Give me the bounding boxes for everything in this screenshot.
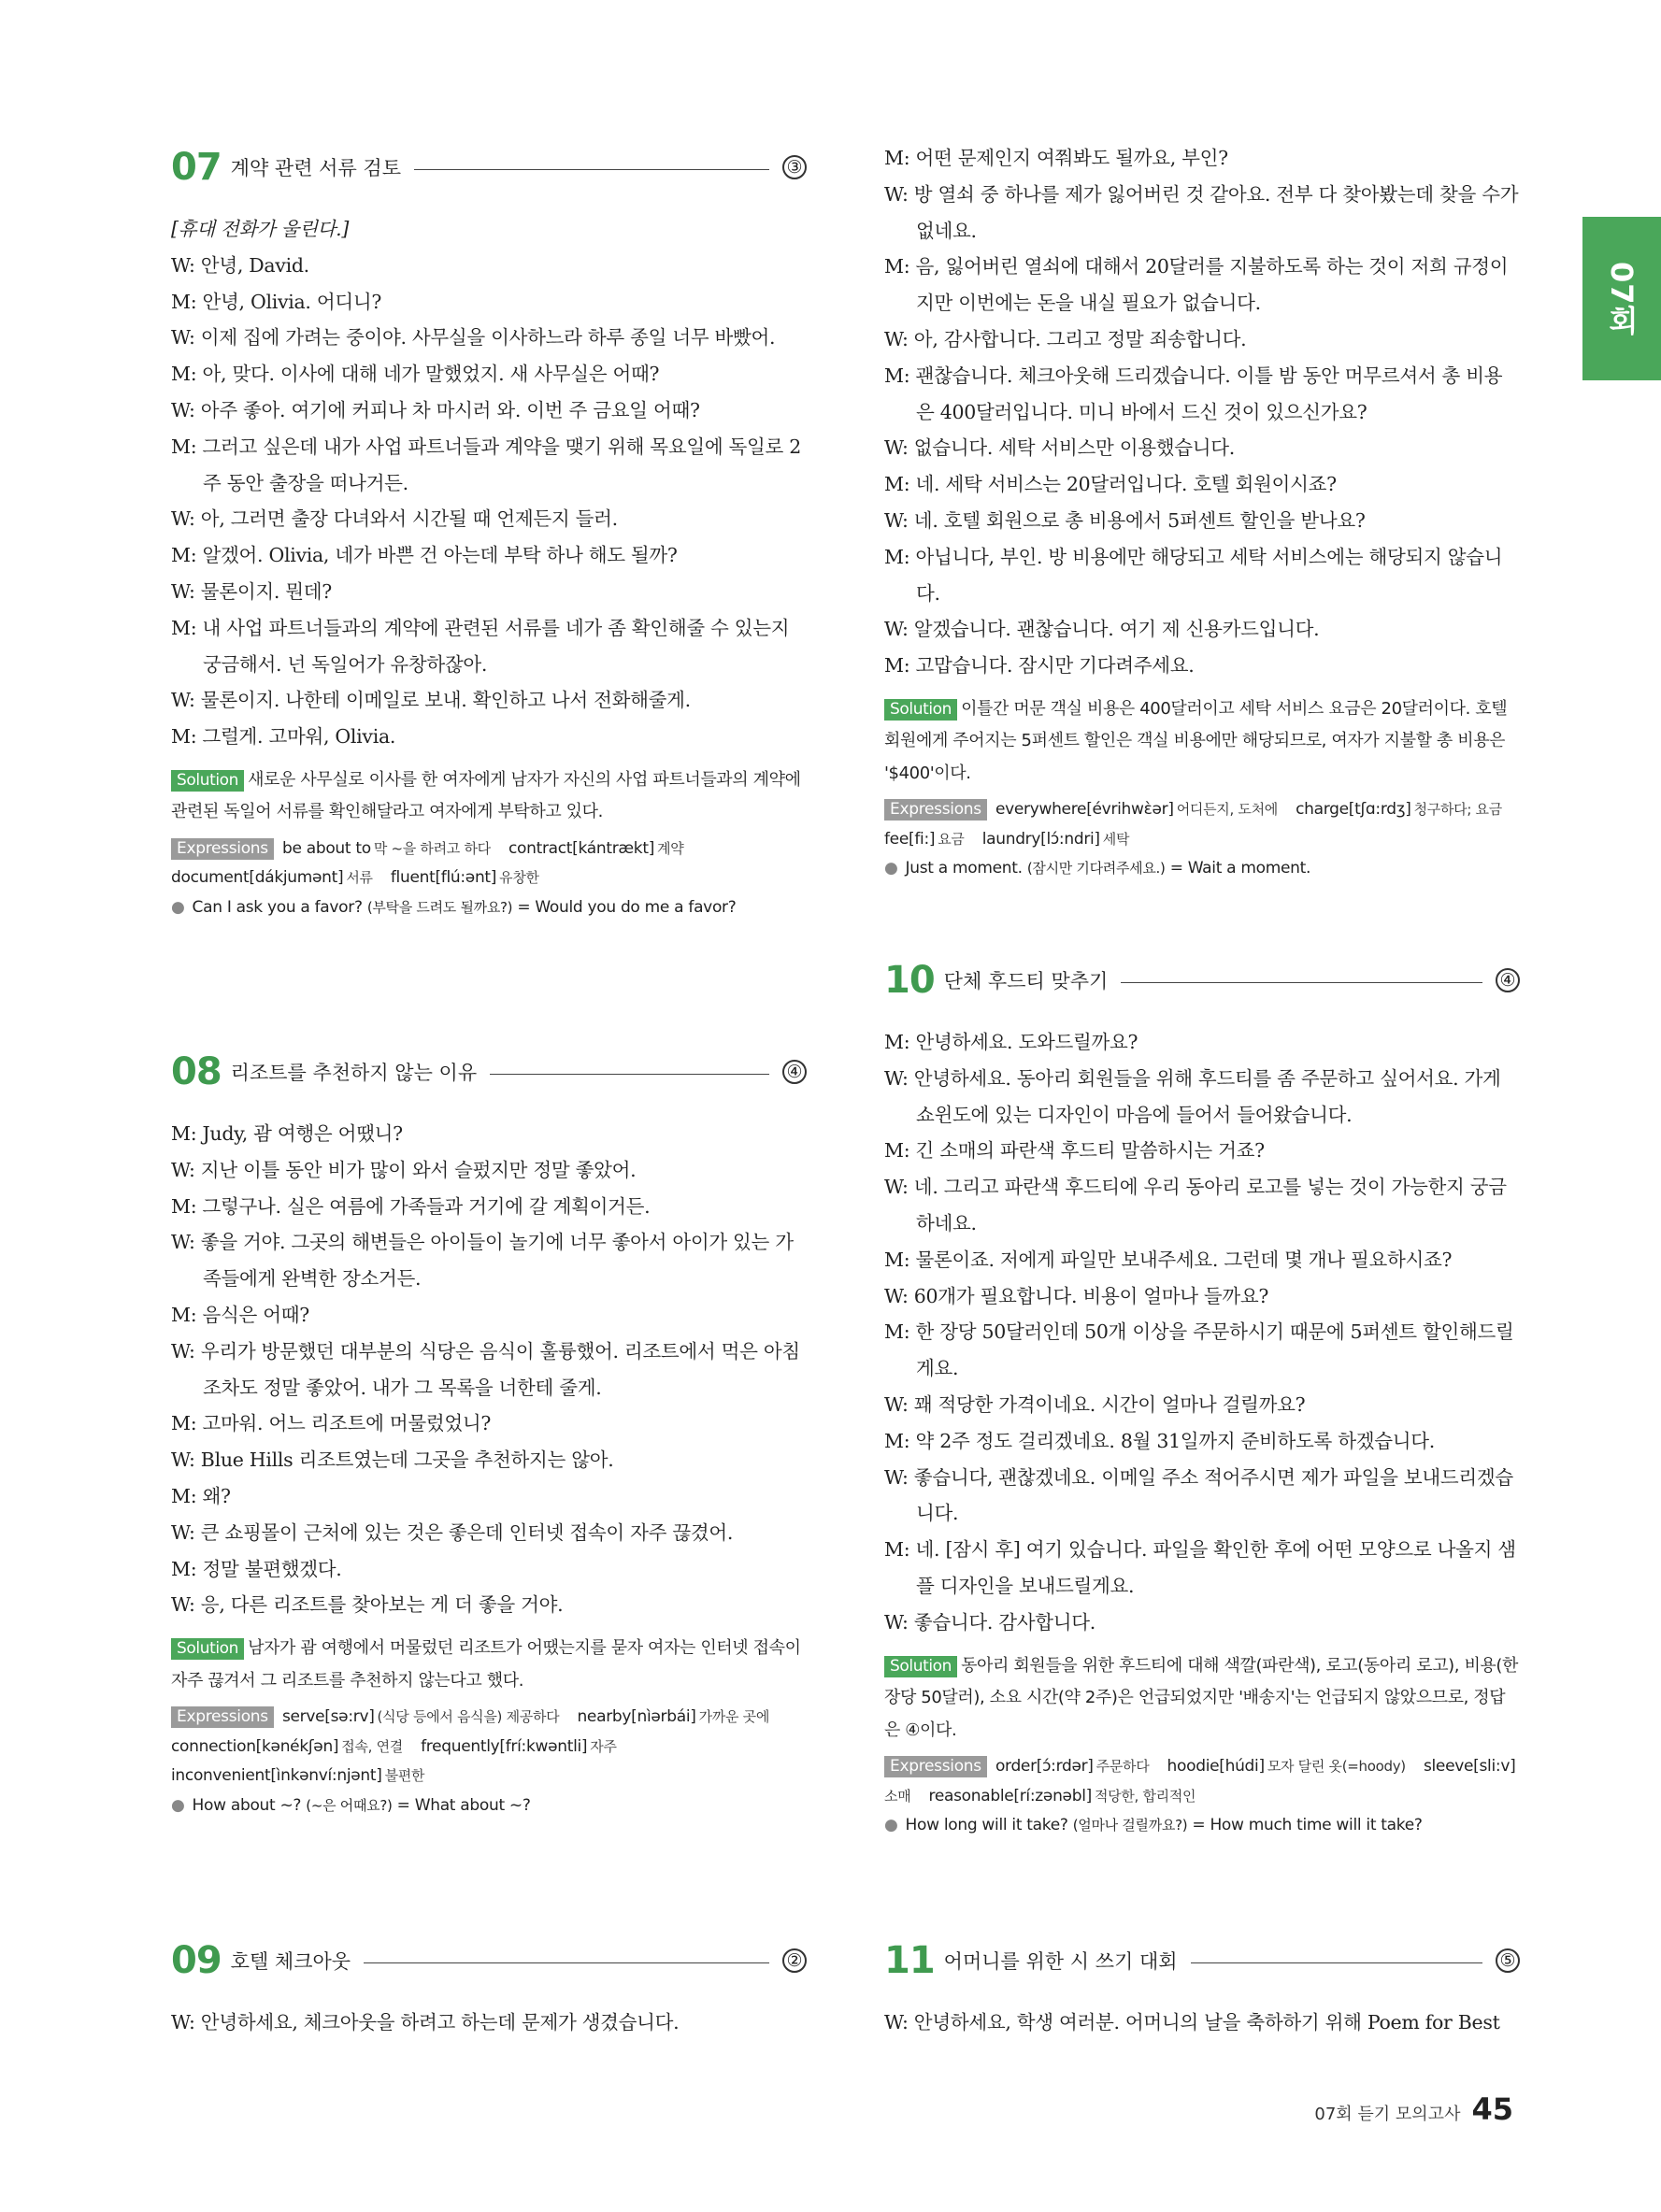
dialogue-line: W: 네. 호텔 회원으로 총 비용에서 5퍼센트 할인을 받나요? bbox=[884, 508, 1366, 532]
dialogue-line: M: 아닙니다, 부인. 방 비용에만 해당되고 세탁 서비스에는 해당되지 않습니다. bbox=[884, 545, 1503, 605]
dialogue-line: W: 아, 그러면 출장 다녀와서 시간될 때 언제든지 들러. bbox=[171, 507, 618, 531]
section-number: 07 bbox=[171, 146, 222, 189]
expression-word: connection[kənékʃən] bbox=[171, 1736, 339, 1756]
dialogue-line: M: 고맙습니다. 잠시만 기다려주세요. bbox=[884, 654, 1195, 678]
dialogue-line: M: 알겠어. Olivia, 네가 바쁜 건 아는데 부탁 하나 해도 될까? bbox=[171, 544, 678, 567]
solution bbox=[171, 764, 807, 829]
dialogue-line: M: 네. 세탁 서비스는 20달러입니다. 호텔 회원이시죠? bbox=[884, 473, 1337, 496]
dialogue-line: W: 알겠습니다. 괜찮습니다. 여기 제 신용카드입니다. bbox=[884, 618, 1320, 641]
dialogue-line: W: 좋을 거야. 그곳의 해변들은 아이들이 놀기에 너무 좋아서 아이가 있는 가족들에게 완벽한 장소거든. bbox=[171, 1231, 794, 1291]
expressions-label: Expressions bbox=[171, 1706, 274, 1728]
expression-word: inconvenient[ìnkənví:njənt] bbox=[171, 1766, 382, 1786]
expressions bbox=[171, 835, 807, 893]
dialogue-line: M: 내 사업 파트너들과의 계약에 관련된 서류를 네가 좀 확인해줄 수 있는지 궁금해서. 넌 독일어가 유창하잖아. bbox=[171, 616, 790, 676]
expression-word: contract[kántrækt] bbox=[508, 838, 655, 858]
expression-meaning: 모자 달린 옷(=hoody) bbox=[1267, 1758, 1406, 1776]
dialogue-line: W: 좋습니다, 괜찮겠네요. 이메일 주소 적어주시면 제가 파일을 보내드리겠습니다. bbox=[884, 1465, 1513, 1525]
section-08 bbox=[171, 1045, 807, 1820]
dialogue-line: M: 정말 불편했겠다. bbox=[171, 1557, 342, 1580]
dialogue-line: W: 안녕하세요, 학생 여러분. 어머니의 날을 축하하기 위해 Poem for Best bbox=[884, 2011, 1500, 2034]
expression-meaning: 계약 bbox=[657, 839, 684, 857]
dialogue-line: W: 물론이지. 나한테 이메일로 보내. 확인하고 나서 전화해줄게. bbox=[171, 689, 691, 712]
expression-word: sleeve[sli:v] bbox=[1423, 1757, 1516, 1777]
section-number: 11 bbox=[884, 1939, 935, 1982]
solution bbox=[171, 1633, 807, 1697]
dialogue-line: M: 괜찮습니다. 체크아웃해 드리겠습니다. 이틀 밤 동안 머무르셔서 총 비용은 400달러입니다. 미니 바에서 드신 것이 있으신가요? bbox=[884, 364, 1503, 423]
expression-meaning: 청구하다; 요금 bbox=[1413, 801, 1502, 819]
dialogue-line: W: 우리가 방문했던 대부분의 식당은 음식이 훌륭했어. 리조트에서 먹은 아침조차도 정말 좋았어. 내가 그 목록을 너한테 줄게. bbox=[171, 1339, 800, 1399]
dialogue bbox=[171, 1116, 807, 1623]
section-title: 계약 관련 서류 검토 bbox=[230, 157, 401, 179]
section-header bbox=[884, 1934, 1520, 1988]
dialogue-line: M: 물론이죠. 저에게 파일만 보내주세요. 그런데 몇 개나 필요하시죠? bbox=[884, 1248, 1453, 1271]
key-phrase: ● How about ~? (~은 어때요?) = What about ~? bbox=[171, 1795, 531, 1815]
expression-meaning: 어디든지, 도처에 bbox=[1176, 801, 1278, 819]
expression-meaning: 유창한 bbox=[499, 869, 539, 887]
solution-label: Solution bbox=[171, 770, 244, 792]
section-title: 어머니를 위한 시 쓰기 대회 bbox=[943, 1950, 1178, 1973]
dialogue bbox=[884, 1024, 1520, 1641]
dialogue-line: W: 안녕하세요, 체크아웃을 하려고 하는데 문제가 생겼습니다. bbox=[171, 2011, 680, 2034]
expression-word: fee[fi:] bbox=[884, 829, 936, 849]
expression-word: reasonable[rí:zənəbl] bbox=[928, 1786, 1092, 1805]
answer-mark: ④ bbox=[1496, 968, 1520, 992]
dialogue-line: W: 꽤 적당한 가격이네요. 시간이 얼마나 걸릴까요? bbox=[884, 1392, 1306, 1416]
expressions bbox=[171, 1703, 807, 1791]
header-rule bbox=[1121, 982, 1482, 983]
section-number: 08 bbox=[171, 1050, 222, 1093]
section-header bbox=[171, 1045, 807, 1099]
key-phrase: ● Just a moment. (잠시만 기다려주세요.) = Wait a moment. bbox=[884, 859, 1311, 878]
expressions-label: Expressions bbox=[884, 799, 987, 821]
section-number: 10 bbox=[884, 959, 935, 1002]
bullet-dot: ● bbox=[884, 859, 898, 878]
section-11 bbox=[884, 1934, 1520, 2041]
dialogue-line: W: Blue Hills 리조트였는데 그곳을 추천하지는 않아. bbox=[171, 1449, 614, 1472]
expression-word: laundry[lɔ́:ndri] bbox=[981, 829, 1100, 849]
dialogue-line: M: 그럴게. 고마워, Olivia. bbox=[171, 725, 396, 749]
dialogue-line: W: 아주 좋아. 여기에 커피나 차 마시러 와. 이번 주 금요일 어때? bbox=[171, 398, 700, 421]
dialogue-line: M: 왜? bbox=[171, 1484, 231, 1507]
expressions bbox=[884, 1752, 1520, 1811]
expression-word: serve[sə:rv] bbox=[281, 1707, 375, 1727]
expression-meaning: 세탁 bbox=[1102, 830, 1130, 848]
section-header bbox=[884, 953, 1520, 1007]
expression-meaning: 접속, 연결 bbox=[341, 1737, 403, 1755]
dialogue-line: M: 고마워. 어느 리조트에 머물렀었니? bbox=[171, 1412, 492, 1435]
expression-word: order[ɔ́:rdər] bbox=[995, 1757, 1094, 1777]
dialogue-line: [휴대 전화가 울린다.] bbox=[171, 218, 350, 240]
dialogue-line: W: 안녕하세요. 동아리 회원들을 위해 후드티를 좀 주문하고 싶어서요. 가게 쇼윈도에 있는 디자인이 마음에 들어서 들어왔습니다. bbox=[884, 1066, 1501, 1126]
dialogue-line: M: Judy, 괌 여행은 어땠니? bbox=[171, 1122, 403, 1145]
answer-mark: ② bbox=[782, 1948, 807, 1973]
solution bbox=[884, 693, 1520, 791]
section-09 bbox=[171, 1934, 807, 2041]
dialogue-line: M: 안녕, Olivia. 어디니? bbox=[171, 290, 382, 313]
expression-word: frequently[frí:kwəntli] bbox=[421, 1736, 588, 1756]
dialogue-line: W: 지난 이틀 동안 비가 많이 와서 슬펐지만 정말 좋았어. bbox=[171, 1158, 637, 1181]
header-rule bbox=[364, 1962, 769, 1963]
section-header bbox=[171, 1934, 807, 1988]
bullet-dot: ● bbox=[884, 1816, 898, 1835]
dialogue-line: W: 물론이지. 뭔데? bbox=[171, 579, 332, 603]
expression-word: everywhere[évrihwὲər] bbox=[995, 800, 1174, 820]
bullet-dot: ● bbox=[171, 1795, 185, 1815]
expression-word: be about to bbox=[281, 838, 371, 858]
dialogue-line: W: 아, 감사합니다. 그리고 정말 죄송합니다. bbox=[884, 327, 1247, 350]
key-phrase: ● How long will it take? (얼마나 걸릴까요?) = How much time will it take? bbox=[884, 1816, 1423, 1835]
dialogue-line: M: 약 2주 정도 걸리겠네요. 8월 31일까지 준비하도록 하겠습니다. bbox=[884, 1429, 1435, 1452]
expressions-label: Expressions bbox=[884, 1756, 987, 1777]
page-footer bbox=[1314, 2091, 1513, 2127]
section-number: 09 bbox=[171, 1939, 222, 1982]
solution-text: 새로운 사무실로 이사를 한 여자에게 남자가 자신의 사업 파트너들과의 계약에 관련된 독일어 서류를 확인해달라고 여자에게 부탁하고 있다. bbox=[171, 769, 801, 822]
expression-word: hoodie[húdi] bbox=[1167, 1757, 1265, 1777]
expressions-label: Expressions bbox=[171, 838, 274, 860]
page-number: 45 bbox=[1471, 2091, 1513, 2127]
answer-mark: ③ bbox=[782, 155, 807, 179]
expression-meaning: 소매 bbox=[884, 1787, 911, 1805]
dialogue-line: M: 안녕하세요. 도와드릴까요? bbox=[884, 1031, 1138, 1053]
dialogue-line: M: 어떤 문제인지 여쭤봐도 될까요, 부인? bbox=[884, 147, 1228, 169]
expressions bbox=[884, 795, 1520, 854]
solution-label: Solution bbox=[171, 1638, 244, 1660]
dialogue-line: M: 네. [잠시 후] 여기 있습니다. 파일을 확인한 후에 어떤 모양으로 나올지 샘플 디자인을 보내드릴게요. bbox=[884, 1538, 1516, 1597]
expression-meaning: 서류 bbox=[346, 869, 373, 887]
solution bbox=[884, 1650, 1520, 1748]
answer-mark: ④ bbox=[782, 1060, 807, 1084]
header-rule bbox=[490, 1074, 769, 1075]
expression-meaning: 주문하다 bbox=[1095, 1758, 1150, 1776]
dialogue bbox=[171, 211, 807, 755]
expression-meaning: (식당 등에서 음식을) 제공하다 bbox=[377, 1708, 560, 1726]
header-rule bbox=[414, 169, 769, 170]
solution-text: 이틀간 머문 객실 비용은 400달러이고 세탁 서비스 요금은 20달러이다. 호텔 회원에게 주어지는 5퍼센트 할인은 객실 비용에만 해당되므로, 여자가 지불할 총 비용은 '$400'이다. bbox=[884, 698, 1508, 783]
footer-title: 07회 듣기 모의고사 bbox=[1314, 2105, 1461, 2124]
solution-text: 동아리 회원들을 위한 후드티에 대해 색깔(파란색), 로고(동아리 로고), 비용(한 장당 50달러), 소요 시간(약 2주)은 언급되었지만 '배송지'는 언급되지 않았으므로, 정답은 ④이다. bbox=[884, 1655, 1519, 1740]
section-title: 단체 후드티 맞추기 bbox=[943, 970, 1109, 992]
dialogue-line: M: 그러고 싶은데 내가 사업 파트너들과 계약을 맺기 위해 목요일에 독일로 2주 동안 출장을 떠나거든. bbox=[171, 435, 802, 494]
bullet-dot: ● bbox=[171, 897, 185, 917]
dialogue-line: M: 음식은 어때? bbox=[171, 1303, 309, 1326]
expression-word: charge[tʃɑ:rdʒ] bbox=[1296, 800, 1411, 820]
dialogue-line: W: 네. 그리고 파란색 후드티에 우리 동아리 로고를 넣는 것이 가능한지 궁금하네요. bbox=[884, 1176, 1507, 1234]
expression-word: nearby[nìərbái] bbox=[577, 1707, 696, 1727]
dialogue-line: M: 음, 잃어버린 열쇠에 대해서 20달러를 지불하도록 하는 것이 저희 규정이지만 이번에는 돈을 내실 필요가 없습니다. bbox=[884, 255, 1509, 315]
expression-meaning: 자주 bbox=[590, 1737, 617, 1755]
dialogue-line: W: 없습니다. 세탁 서비스만 이용했습니다. bbox=[884, 436, 1235, 460]
expression-word: document[dákjumənt] bbox=[171, 868, 344, 888]
dialogue-line: W: 안녕, David. bbox=[171, 253, 309, 277]
dialogue-line: W: 응, 다른 리조트를 찾아보는 게 더 좋을 거야. bbox=[171, 1593, 564, 1617]
section-title: 호텔 체크아웃 bbox=[230, 1950, 351, 1973]
expression-meaning: 요금 bbox=[938, 830, 965, 848]
section-header bbox=[171, 140, 807, 194]
dialogue-line: W: 큰 쇼핑몰이 근처에 있는 것은 좋은데 인터넷 접속이 자주 끊겼어. bbox=[171, 1520, 734, 1544]
expression-meaning: 막 ~을 하려고 하다 bbox=[373, 839, 491, 857]
expression-meaning: 가까운 곳에 bbox=[698, 1708, 770, 1726]
dialogue-line: W: 이제 집에 가려는 중이야. 사무실을 이사하느라 하루 종일 너무 바빴어. bbox=[171, 326, 776, 350]
section-10 bbox=[884, 953, 1520, 1841]
dialogue-line: M: 긴 소매의 파란색 후드티 말씀하시는 거죠? bbox=[884, 1139, 1265, 1163]
solution-label: Solution bbox=[884, 1656, 957, 1677]
answer-mark: ⑤ bbox=[1496, 1948, 1520, 1973]
dialogue-line: W: 좋습니다. 감사합니다. bbox=[884, 1610, 1095, 1634]
chapter-side-tab: 07회 bbox=[1582, 217, 1661, 380]
dialogue bbox=[171, 2005, 807, 2041]
dialogue-line: M: 한 장당 50달러인데 50개 이상을 주문하시기 때문에 5퍼센트 할인해드릴게요. bbox=[884, 1320, 1514, 1380]
header-rule bbox=[1191, 1962, 1482, 1963]
dialogue-line: M: 그렇구나. 실은 여름에 가족들과 거기에 갈 계획이거든. bbox=[171, 1194, 651, 1218]
dialogue-line: W: 60개가 필요합니다. 비용이 얼마나 들까요? bbox=[884, 1284, 1269, 1307]
solution-text: 남자가 괌 여행에서 머물렀던 리조트가 어땠는지를 묻자 여자는 인터넷 접속이 자주 끊겨서 그 리조트를 추천하지 않는다고 했다. bbox=[171, 1638, 801, 1691]
solution-label: Solution bbox=[884, 699, 957, 721]
expression-meaning: 불편한 bbox=[384, 1767, 425, 1785]
expression-meaning: 적당한, 합리적인 bbox=[1094, 1787, 1196, 1805]
section-07 bbox=[171, 140, 807, 922]
key-phrase: ● Can I ask you a favor? (부탁을 드려도 될까요?) = Would you do me a favor? bbox=[171, 897, 737, 917]
dialogue-line: W: 방 열쇠 중 하나를 제가 잃어버린 것 같아요. 전부 다 찾아봤는데 찾을 수가 없네요. bbox=[884, 182, 1519, 242]
dialogue-line: M: 아, 맞다. 이사에 대해 네가 말했었지. 새 사무실은 어때? bbox=[171, 363, 660, 386]
expression-word: fluent[flú:ənt] bbox=[390, 868, 497, 888]
section-09-continued bbox=[884, 140, 1520, 884]
dialogue bbox=[884, 2005, 1520, 2041]
section-title: 리조트를 추천하지 않는 이유 bbox=[230, 1062, 478, 1084]
dialogue bbox=[884, 140, 1520, 684]
